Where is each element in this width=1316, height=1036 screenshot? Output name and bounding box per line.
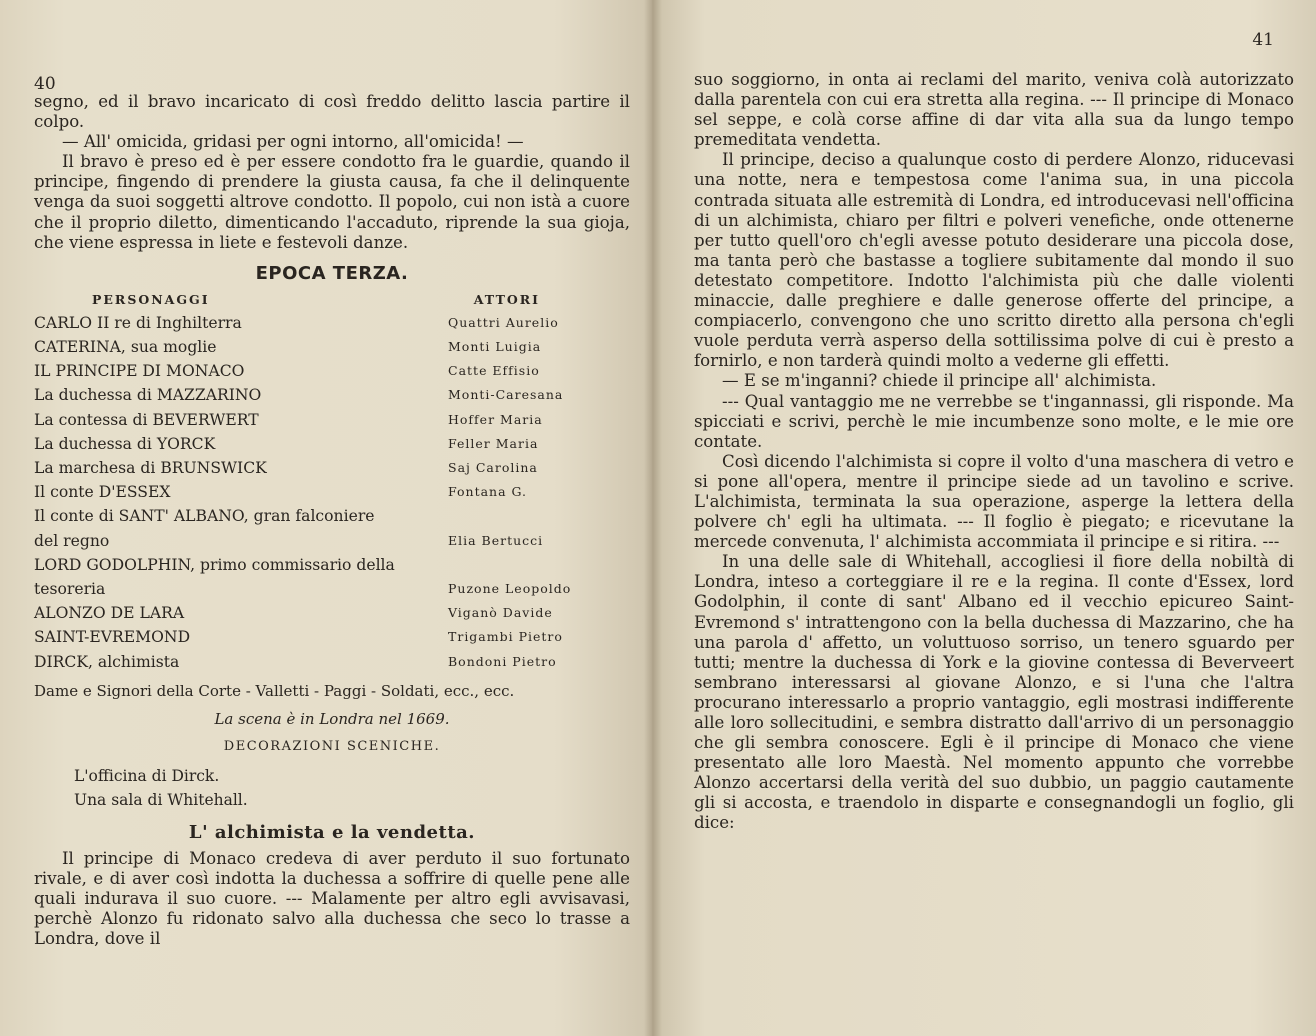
paragraph: segno, ed il bravo incaricato di così freddo delitto lascia partire il colpo. bbox=[34, 92, 630, 132]
right-text-column bbox=[694, 70, 1294, 834]
attori-header: ATTORI bbox=[473, 291, 540, 307]
cast-actor: Viganò Davide bbox=[448, 605, 553, 621]
paragraph: --- Qual vantaggio me ne verrebbe se t'ingannassi, gli risponde. Ma spicciati e scrivi, perchè le mie incumbenze sono molte, e le mie ore contate. bbox=[694, 391, 1294, 451]
decorations-heading: DECORAZIONI SCENICHE. bbox=[223, 738, 441, 754]
paragraph: Il bravo è preso ed è per essere condotto fra le guardie, quando il principe, fingendo di prendere la giusta causa, fa che il delinquente venga da suoi soggetti altrove condotto. Il popolo, cui non istà a cuore che il proprio diletto, dimenticando l'accaduto, riprende la sua gioja, che viene espressa in liete e festevoli danze. bbox=[34, 152, 630, 252]
cast-actor: Bondoni Pietro bbox=[448, 653, 557, 669]
cast-role: CATERINA, sua moglie bbox=[34, 337, 217, 356]
cast-row bbox=[34, 504, 630, 528]
cast-actor: Elia Bertucci bbox=[448, 532, 544, 548]
cast-row bbox=[34, 625, 630, 649]
cast-role: DIRCK, alchimista bbox=[34, 652, 180, 671]
cast-actor: Puzone Leopoldo bbox=[448, 580, 572, 596]
page-number: 41 bbox=[1252, 30, 1274, 50]
cast-row bbox=[34, 577, 630, 601]
cast-actor: Monti-Caresana bbox=[448, 387, 564, 403]
extras-line: Dame e Signori della Corte - Valletti - Paggi - Soldati, ecc., ecc. bbox=[34, 681, 515, 700]
cast-row bbox=[34, 383, 630, 407]
paragraph: In una delle sale di Whitehall, accogliesi il fiore della nobiltà di Londra, inteso a corteggiare il re e la regina. Il conte d'Essex, lord Godolphin, il conte di sant' Albano ed il vecchio epicureo Saint-Evremond s' intrattengono con la bella duchessa di Mazzarino, che ha una parola d' affetto, un voluttuoso sorriso, un tenero sguardo per tutti; mentre la duchessa di York e la giovine contessa di Beverveert sembrano interessarsi al giovane Alonzo, e si l'una che l'altra procurano interessarlo a proprio vantaggio, egli mostrasi indifferente alle loro sollecitudini, e sembra distratto dall'arrivo di un personaggio che gli sembra conoscere. Egli è il principe di Monaco che viene presentato alle loro Maestà. Nel momento appunto che vorrebbe Alonzo accertarsi della verità del suo dubbio, un paggio cautamente gli si accosta, e traendolo in disparte e consegnandogli un foglio, gli dice: bbox=[694, 552, 1294, 833]
cast-row bbox=[34, 601, 630, 625]
cast-role: La contessa di BEVERWERT bbox=[34, 410, 259, 429]
book-gutter bbox=[644, 0, 662, 1036]
cast-actor: Saj Carolina bbox=[448, 459, 538, 475]
paragraph: suo soggiorno, in onta ai reclami del marito, veniva colà autorizzato dalla parentela con cui era stretta alla regina. --- Il principe di Monaco sel seppe, e colà corse affine di dar vita alla sua da lungo tempo premeditata vendetta. bbox=[694, 70, 1294, 150]
cast-role: SAINT-EVREMOND bbox=[34, 628, 191, 647]
cast-actor: Monti Luigia bbox=[448, 338, 542, 354]
cast-actor: Hoffer Maria bbox=[448, 411, 543, 427]
cast-row bbox=[34, 650, 630, 674]
cast-role: CARLO II re di Inghilterra bbox=[34, 313, 242, 332]
page-number: 40 bbox=[34, 74, 56, 94]
cast-role: IL PRINCIPE DI MONACO bbox=[34, 362, 245, 381]
personaggi-header: PERSONAGGI bbox=[92, 291, 210, 307]
cast-row bbox=[34, 311, 630, 335]
left-text-column bbox=[34, 92, 630, 949]
cast-role: La duchessa di MAZZARINO bbox=[34, 386, 262, 405]
paragraph: Il principe di Monaco credeva di aver perduto il suo fortunato rivale, e di aver così indotta la duchessa a soffrire di quelle pene alle quali indurava il suo cuore. --- Malamente per altro egli avvisavasi, perchè Alonzo fu ridonato salvo alla duchessa che seco lo trasse a Londra, dove il bbox=[34, 848, 630, 949]
cast-actor: Fontana G. bbox=[448, 484, 528, 500]
cast-row bbox=[34, 408, 630, 432]
cast-role: ALONZO DE LARA bbox=[34, 604, 185, 623]
paragraph: Il principe, deciso a qualunque costo di perdere Alonzo, riducevasi una notte, nera e tempestosa come l'anima sua, in una piccola contrada situata alle estremità di Londra, ed introducevasi nell'officina di un alchimista, chiaro per filtri e polveri venefiche, onde ottenerne per tutto quell'oro ch'egli avesse potuto desiderare una piccola dose, ma tanta però che bastasse a togliere subitamente dal mondo il suo detestato competitore. Indotto l'alchimista più che dalle violenti minaccie, dalle preghiere e dalle generose offerte del principe, a compiacerlo, convengono che uno scritto diretto alla persona ch'egli vuole perduta verrà asperso della sottilissima polve di cui è presto a fornirlo, e non tarderà quindi molto a vederne gli effetti. bbox=[694, 150, 1294, 371]
cast-row bbox=[34, 480, 630, 504]
cast-actor: Catte Effisio bbox=[448, 363, 540, 379]
cast-actor: Trigambi Pietro bbox=[448, 629, 563, 645]
left-page bbox=[0, 0, 652, 1036]
cast-row bbox=[34, 335, 630, 359]
cast-row bbox=[34, 456, 630, 480]
cast-list bbox=[34, 311, 630, 674]
cast-row bbox=[34, 553, 630, 577]
cast-role: La duchessa di YORCK bbox=[34, 434, 216, 453]
cast-row bbox=[34, 432, 630, 456]
cast-actor: Quattri Aurelio bbox=[448, 314, 559, 330]
cast-row bbox=[34, 529, 630, 553]
cast-role-continued: tesoreria bbox=[34, 579, 106, 598]
section-heading: EPOCA TERZA. bbox=[255, 262, 409, 284]
cast-role: La marchesa di BRUNSWICK bbox=[34, 458, 267, 477]
setting-line: La scena è in Londra nel 1669. bbox=[214, 709, 450, 728]
cast-header bbox=[34, 292, 630, 307]
cast-role: LORD GODOLPHIN, primo commissario della bbox=[34, 555, 395, 574]
cast-role: Il conte di SANT' ALBANO, gran falconiere bbox=[34, 507, 375, 526]
cast-role: Il conte D'ESSEX bbox=[34, 483, 171, 502]
chapter-title: L' alchimista e la vendetta. bbox=[188, 821, 476, 843]
cast-row bbox=[34, 359, 630, 383]
paragraph: — All' omicida, gridasi per ogni intorno, all'omicida! — bbox=[62, 132, 524, 152]
paragraph: Così dicendo l'alchimista si copre il volto d'una maschera di vetro e si pone all'opera, mentre il principe siede ad un tavolino e scrive. L'alchimista, terminata la sua operazione, asperge la lettera della polvere ch' egli ha ultimata. --- Il foglio è piegato; e ricevutane la mercede convenuta, l' alchimista accommiata il principe e si ritira. --- bbox=[694, 451, 1294, 552]
cast-actor: Feller Maria bbox=[448, 435, 539, 451]
scene-list bbox=[34, 764, 630, 812]
scene-item: Una sala di Whitehall. bbox=[74, 790, 248, 809]
right-page bbox=[652, 0, 1316, 1036]
paragraph: — E se m'inganni? chiede il principe all' alchimista. bbox=[722, 371, 1157, 391]
scene-item: L'officina di Dirck. bbox=[74, 766, 220, 785]
cast-role-continued: del regno bbox=[34, 531, 110, 550]
